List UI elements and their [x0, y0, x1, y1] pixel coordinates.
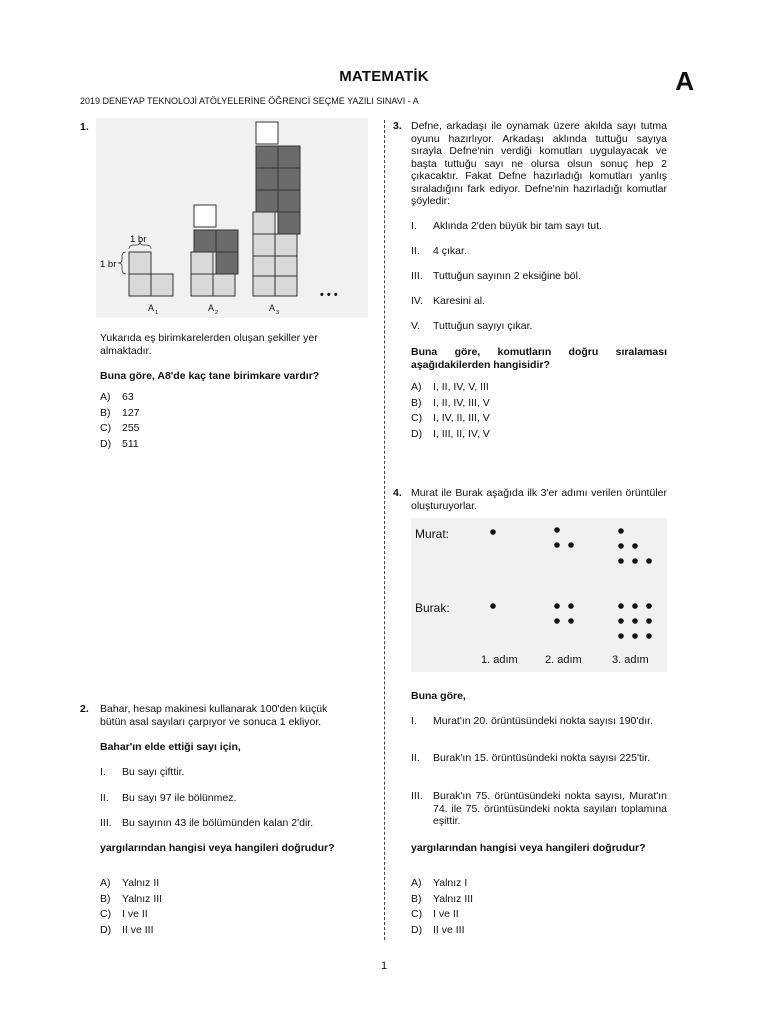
question-1-number: 1. — [80, 121, 89, 133]
q3-text: Defne, arkadaşı ile oynamak üzere akılda sayı tutma oyunu hazırlıyor. Arkadaşı aklında tuttuğu sayıya sırayla Defne'nin verdiği komutları uygulayacak ve başta tuttuğu sayı ne olursa olsun sonuç hep 2 çıkacaktır. Fakat Defne hazırladığı komutları yanlış sıraladığını fark ediyor. Defne'nin hazırladığı komutlar şöyledir: — [411, 120, 667, 207]
q1-option-a[interactable]: A) 63 — [100, 391, 134, 403]
ellipsis: • • • — [320, 289, 338, 301]
q3-option-a[interactable]: A) I, II, IV, V, III — [411, 381, 489, 393]
q3-option-c[interactable]: C) I, IV, II, III, V — [411, 412, 490, 424]
q1-text: Yukarıda eş birimkarelerden oluşan şekiller yer almaktadır. — [100, 332, 318, 357]
question-2-number: 2. — [80, 703, 89, 715]
q1-options — [100, 391, 140, 453]
q1-option-d[interactable]: D) 511 — [100, 437, 139, 450]
q1-figure — [96, 118, 368, 318]
q4-option-d[interactable]: D) II ve III — [411, 923, 465, 936]
q2-option-a[interactable]: A) Yalnız II — [100, 877, 160, 889]
q4-option-b[interactable]: B) Yalnız III — [411, 892, 474, 905]
step-label-2: 2. adım — [545, 654, 582, 666]
q1-question: Buna göre, A8'de kaç tane birimkare vardır? — [100, 370, 320, 382]
q3-question: Buna göre, komutların doğru sıralaması aşağıdakilerden hangisidir? — [411, 346, 667, 371]
q1-option-b[interactable]: B) 127 — [100, 406, 140, 419]
booklet-letter: A — [675, 66, 694, 96]
q2-statement-2: II. Bu sayı 97 ile bölünmez. — [100, 792, 237, 804]
question-4-number: 4. — [393, 487, 402, 499]
q2-question: yargılarından hangisi veya hangileri doğrudur? — [100, 842, 335, 854]
q4-text: Murat ile Burak aşağıda ilk 3'er adımı verilen örüntüler oluşturuyorlar. — [411, 487, 667, 512]
q3-option-d[interactable]: D) I, III, II, IV, V — [411, 427, 490, 440]
q4-option-c[interactable]: C) I ve II — [411, 908, 459, 920]
q3-options — [411, 381, 490, 443]
q3-command-1: I. Aklında 2'den büyük bir tam sayı tut. — [411, 220, 602, 232]
page-title: MATEMATİK — [339, 68, 429, 85]
q1-option-c[interactable]: C) 255 — [100, 422, 140, 434]
step-label-3: 3. adım — [612, 654, 649, 666]
q2-option-b[interactable]: B) Yalnız III — [100, 892, 163, 905]
q2-lead: Bahar'ın elde ettiği sayı için, — [100, 741, 241, 753]
q3-command-2: II. 4 çıkar. — [411, 245, 467, 257]
column-divider — [384, 120, 385, 940]
row-label-burak: Burak: — [415, 601, 450, 615]
q4-question: yargılarından hangisi veya hangileri doğrudur? — [411, 842, 646, 854]
q3-command-5: V. Tuttuğun sayıyı çıkar. — [411, 320, 533, 332]
q4-options — [411, 877, 473, 939]
unit-left-label: 1 br — [100, 259, 117, 270]
q4-statement-3: III. Burak'ın 75. örüntüsündeki nokta sayısı, Murat'ın 74. ile 75. örüntüsündeki nokta sayıları toplamına eşittir. — [411, 790, 667, 827]
label-a2: A — [208, 303, 215, 313]
q4-lead: Buna göre, — [411, 690, 466, 702]
step-label-1: 1. adım — [481, 654, 518, 666]
label-a2-sub: 2 — [215, 310, 219, 316]
q2-options — [100, 877, 162, 939]
q3-command-4: IV. Karesini al. — [411, 295, 485, 307]
unit-top-label: 1 br — [130, 234, 147, 245]
q3-commands — [411, 220, 667, 333]
q3-command-3: III. Tuttuğun sayının 2 eksiğine böl. — [411, 270, 581, 282]
murat-step-1 — [490, 529, 496, 535]
q2-statements — [100, 766, 356, 830]
row-label-murat: Murat: — [415, 527, 450, 541]
q2-option-c[interactable]: C) I ve II — [100, 908, 148, 920]
q4-figure-background — [411, 518, 667, 672]
page-number: 1 — [380, 960, 388, 972]
q2-statement-3: III. Bu sayının 43 ile bölümünden kalan 2'dir. — [100, 817, 314, 829]
q3-option-b[interactable]: B) I, II, IV, III, V — [411, 396, 490, 409]
q4-option-a[interactable]: A) Yalnız I — [411, 877, 468, 889]
q2-statement-1: I. Bu sayı çifttir. — [100, 766, 185, 778]
label-a3: A — [269, 303, 276, 313]
shape-a3 — [253, 122, 300, 296]
q4-statement-1: I. Murat'ın 20. örüntüsündeki nokta sayısı 190'dır. — [411, 715, 653, 727]
exam-subtitle: 2019 DENEYAP TEKNOLOJİ ATÖLYELERİNE ÖĞRENCİ SEÇME YAZILI SINAVI - A — [80, 96, 419, 106]
q2-option-d[interactable]: D) II ve III — [100, 923, 154, 936]
q2-text: Bahar, hesap makinesi kullanarak 100'den küçük bütün asal sayıları çarpıyor ve sonuca 1 ekliyor. — [100, 703, 328, 728]
q4-statements — [411, 715, 667, 828]
label-a3-sub: 3 — [276, 310, 280, 316]
question-3-number: 3. — [393, 120, 402, 132]
label-a1: A — [148, 303, 155, 313]
label-a1-sub: 1 — [155, 310, 159, 316]
q4-statement-2: II. Burak'ın 15. örüntüsündeki nokta sayısı 225'tir. — [411, 752, 651, 764]
q4-figure — [411, 518, 667, 672]
burak-step-1 — [490, 603, 496, 609]
